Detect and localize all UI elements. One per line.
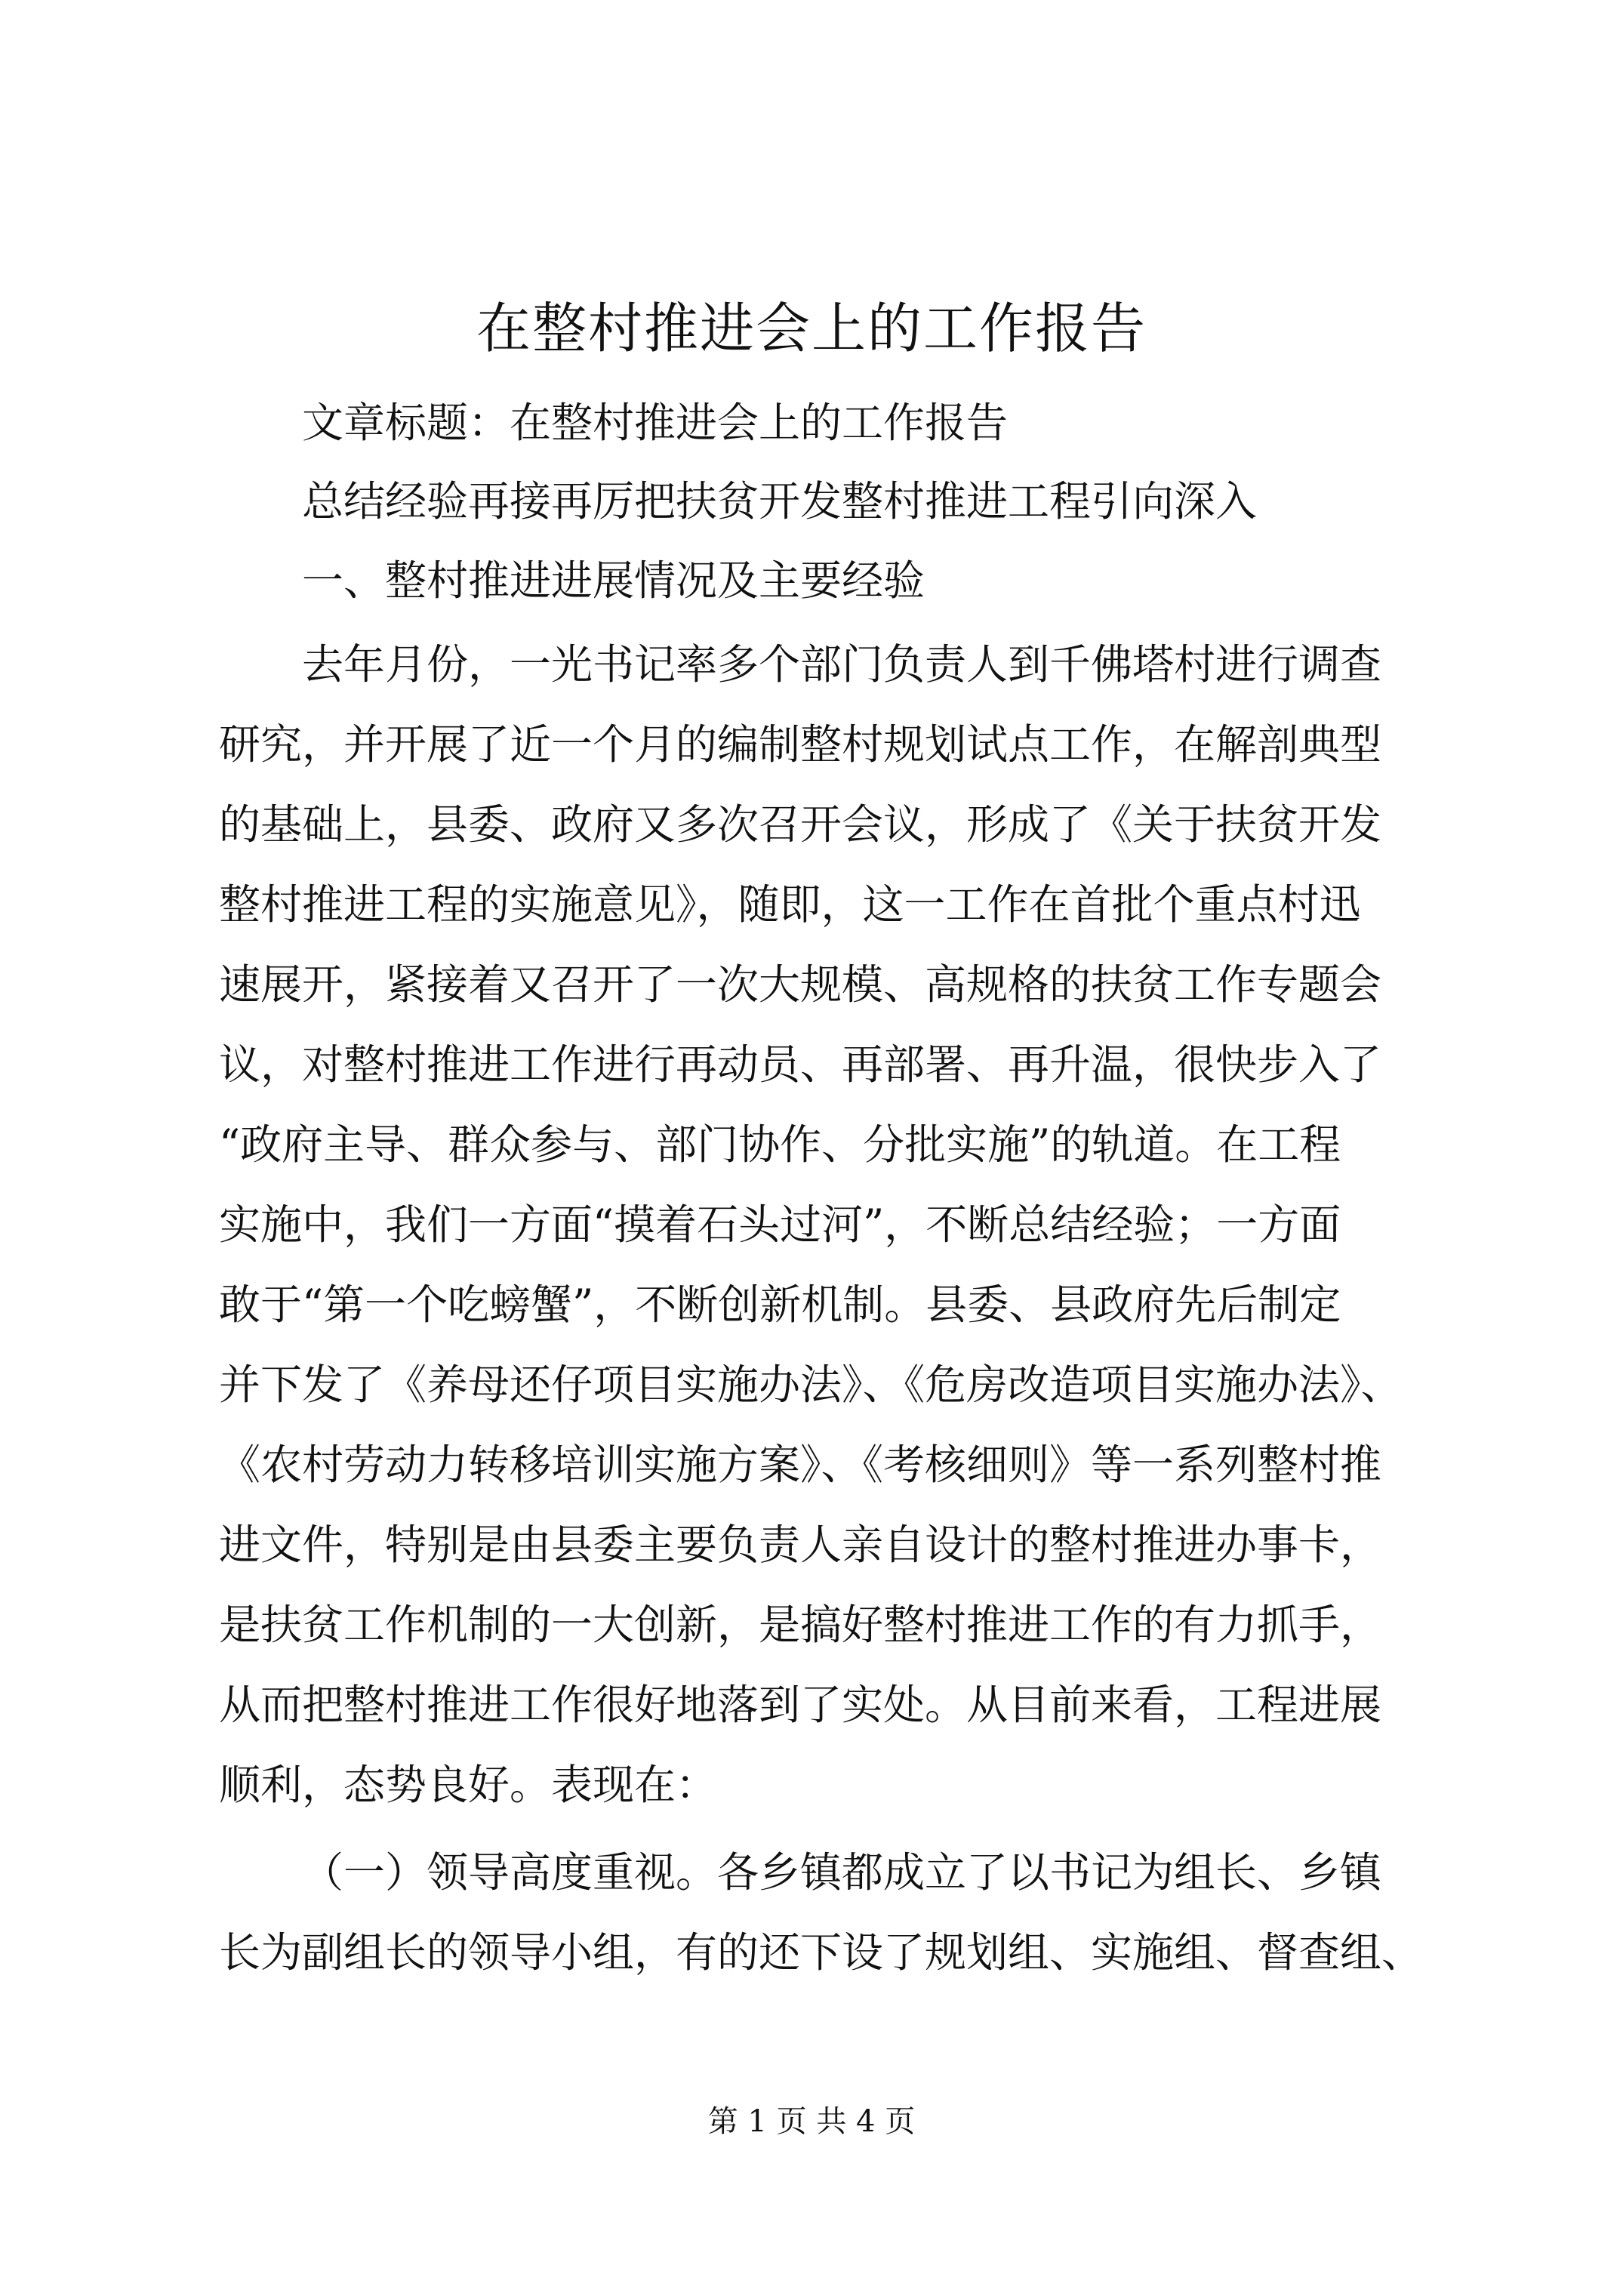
section-heading: 一、整村推进进展情况及主要经验 <box>302 556 925 605</box>
paragraph-line: 并下发了《养母还仔项目实施办法》、《危房改造项目实施办法》、 <box>219 1361 1403 1409</box>
document-title: 在整村推进会上的工作报告 <box>476 297 1147 360</box>
subtitle-line: 总结经验再接再厉把扶贫开发整村推进工程引向深入 <box>302 477 1258 525</box>
paragraph-line: “政府主导、群众参与、部门协作、分批实施”的轨道。在工程 <box>219 1120 1341 1169</box>
paragraph-line: 敢于“第一个吃螃蟹”，不断创新机制。县委、县政府先后制定 <box>219 1281 1341 1329</box>
paragraph-line: 实施中，我们一方面“摸着石头过河”，不断总结经验；一方面 <box>219 1200 1341 1249</box>
article-title-line: 文章标题：在整村推进会上的工作报告 <box>302 399 1009 447</box>
paragraph-line: 研究，并开展了近一个月的编制整村规划试点工作，在解剖典型 <box>219 720 1382 769</box>
paragraph-line: 从而把整村推进工作很好地落到了实处。从目前来看，工程进展 <box>219 1681 1382 1729</box>
paragraph-line: 的基础上，县委、政府又多次召开会议，形成了《关于扶贫开发 <box>219 800 1382 849</box>
paragraph-line: 议，对整村推进工作进行再动员、再部署、再升温，很快步入了 <box>219 1040 1382 1089</box>
page-footer: 第 1 页 共 4 页 <box>707 2104 916 2139</box>
paragraph-line: 顺利，态势良好。表现在： <box>219 1761 718 1809</box>
subsection-line: 长为副组长的领导小组，有的还下设了规划组、实施组、督查组、 <box>219 1928 1424 1977</box>
paragraph-line: 去年月份，一光书记率多个部门负责人到千佛塔村进行调查 <box>302 640 1382 689</box>
paragraph-line: 整村推进工程的实施意见》，随即，这一工作在首批个重点村迅 <box>219 880 1361 929</box>
paragraph-line: 是扶贫工作机制的一大创新，是搞好整村推进工作的有力抓手， <box>219 1601 1382 1649</box>
subsection-line: （一）领导高度重视。各乡镇都成立了以书记为组长、乡镇 <box>302 1848 1382 1897</box>
paragraph-line: 《农村劳动力转移培训实施方案》、《考核细则》等一系列整村推 <box>219 1441 1382 1489</box>
paragraph-line: 速展开，紧接着又召开了一次大规模、高规格的扶贫工作专题会 <box>219 960 1382 1009</box>
paragraph-line: 进文件，特别是由县委主要负责人亲自设计的整村推进办事卡， <box>219 1521 1382 1569</box>
